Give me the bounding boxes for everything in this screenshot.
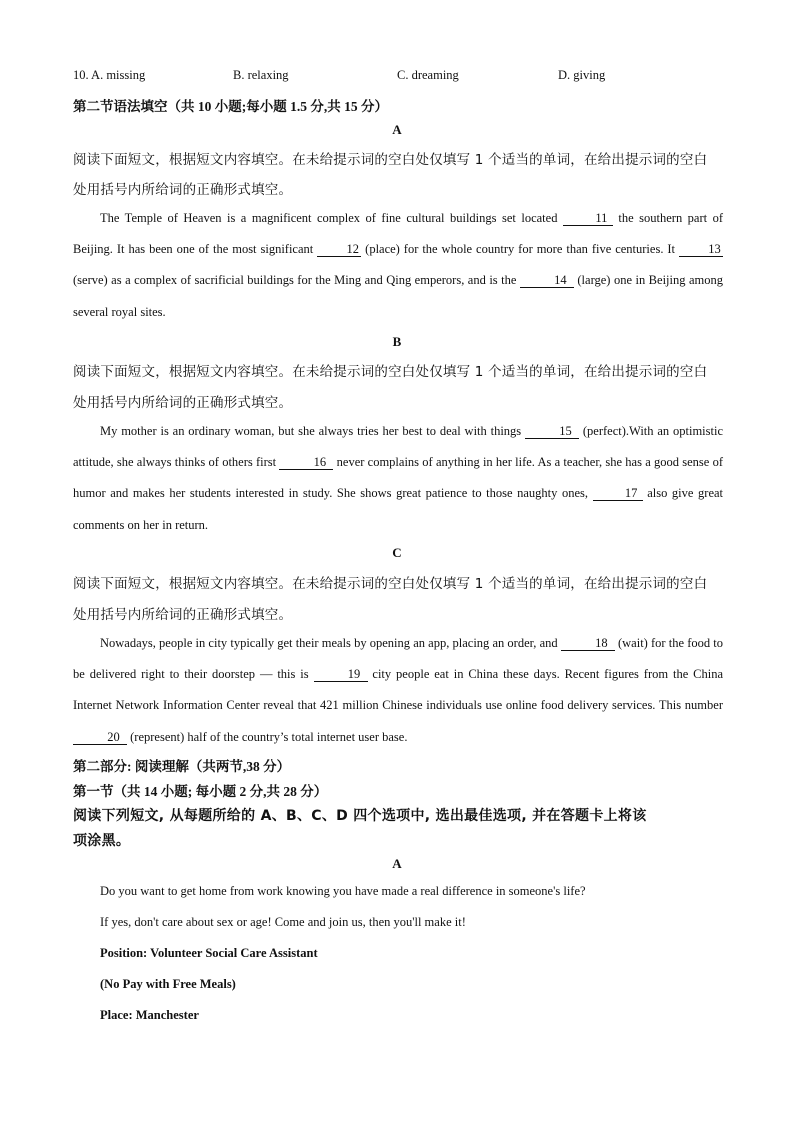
- blank-19[interactable]: 19: [314, 667, 368, 682]
- grammar-instruction-line2: 处用括号内所给词的正确形式填空。: [73, 607, 293, 623]
- passage-text: (perfect).With an optimistic attitude, she always thinks of others first: [73, 424, 724, 470]
- reading-instruction-line1: 阅读下列短文, 从每题所给的 A、B、C、D 四个选项中, 选出最佳选项, 并在答题卡上将该: [73, 808, 647, 824]
- option-b: B. relaxing: [233, 68, 289, 82]
- passage-text: The Temple of Heaven is a magnificent complex of fine cultural buildings set located: [100, 211, 563, 225]
- passage-c-text: [73, 628, 723, 753]
- passage-text: (represent) half of the country’s total internet user base.: [127, 729, 408, 744]
- option-d: D. giving: [558, 68, 606, 82]
- option-a: 10. A. missing: [73, 68, 146, 82]
- ad-question: Do you want to get home from work knowing you have made a real difference in someone's life?: [100, 884, 586, 898]
- blank-20[interactable]: 20: [73, 730, 127, 745]
- reading-instruction-line2: 项涂黑。: [73, 833, 131, 849]
- passage-text: (large) one in Beijing among several royal sites.: [73, 273, 723, 319]
- passage-text: never complains of anything in her life. As a teacher, she has a good sense of humor and makes her students interested in study. She shows great patience to those naughty ones,: [73, 455, 723, 501]
- passage-text: city people eat in China these days. Recent figures from the China Internet Network Information Center reveal that 421 million Chinese individuals use online food delivery services. This number: [73, 667, 723, 713]
- ad-invitation: If yes, don't care about sex or age! Come and join us, then you'll make it!: [100, 915, 466, 929]
- ad-place: Place: Manchester: [100, 1008, 199, 1022]
- ad-pay: (No Pay with Free Meals): [100, 977, 236, 991]
- passage-b-text: [73, 416, 723, 541]
- reading-passage-a-label: A: [392, 856, 402, 871]
- passage-a-label: A: [392, 122, 402, 137]
- reading-section-heading: 第一节（共 14 小题; 每小题 2 分,共 28 分）: [73, 784, 328, 799]
- blank-11[interactable]: 11: [563, 211, 613, 226]
- passage-text: the southern part of Beijing. It has been one of the most significant: [73, 211, 723, 257]
- question-10-options: [73, 68, 633, 86]
- blank-12[interactable]: 12: [317, 242, 361, 257]
- passage-b-label: B: [392, 334, 402, 349]
- passage-text: (place) for the whole country for more than five centuries. It: [361, 242, 679, 257]
- grammar-instruction-line2: 处用括号内所给词的正确形式填空。: [73, 182, 293, 198]
- passage-text: (wait) for the food to be delivered right to their doorstep — this is: [73, 636, 723, 682]
- passage-text: Nowadays, people in city typically get their meals by opening an app, placing an order, and: [100, 636, 561, 650]
- grammar-instruction-line2: 处用括号内所给词的正确形式填空。: [73, 395, 293, 411]
- grammar-instruction-line1: 阅读下面短文，根据短文内容填空。在未给提示词的空白处仅填写 1 个适当的单词，在给出提示词的空白: [73, 364, 708, 380]
- passage-text: also give great comments on her in return.: [73, 486, 724, 532]
- blank-14[interactable]: 14: [520, 273, 574, 288]
- passage-text: (serve) as a complex of sacrificial buildings for the Ming and Qing emperors, and is the: [73, 273, 520, 288]
- grammar-instruction-line1: 阅读下面短文，根据短文内容填空。在未给提示词的空白处仅填写 1 个适当的单词，在给出提示词的空白: [73, 152, 708, 168]
- passage-c-label: C: [392, 545, 402, 560]
- ad-position: Position: Volunteer Social Care Assistant: [100, 946, 318, 960]
- passage-text: My mother is an ordinary woman, but she always tries her best to deal with things: [100, 424, 526, 438]
- blank-13[interactable]: 13: [679, 242, 723, 257]
- grammar-instruction-line1: 阅读下面短文，根据短文内容填空。在未给提示词的空白处仅填写 1 个适当的单词，在给出提示词的空白: [73, 576, 708, 592]
- reading-part-heading: 第二部分: 阅读理解（共两节,38 分）: [73, 759, 291, 774]
- option-c: C. dreaming: [397, 68, 459, 82]
- blank-16[interactable]: 16: [279, 455, 333, 470]
- grammar-section-heading: 第二节语法填空（共 10 小题;每小题 1.5 分,共 15 分）: [73, 99, 388, 114]
- blank-15[interactable]: 15: [525, 424, 579, 439]
- passage-a-text: [73, 203, 723, 328]
- blank-17[interactable]: 17: [593, 486, 643, 501]
- blank-18[interactable]: 18: [561, 636, 615, 651]
